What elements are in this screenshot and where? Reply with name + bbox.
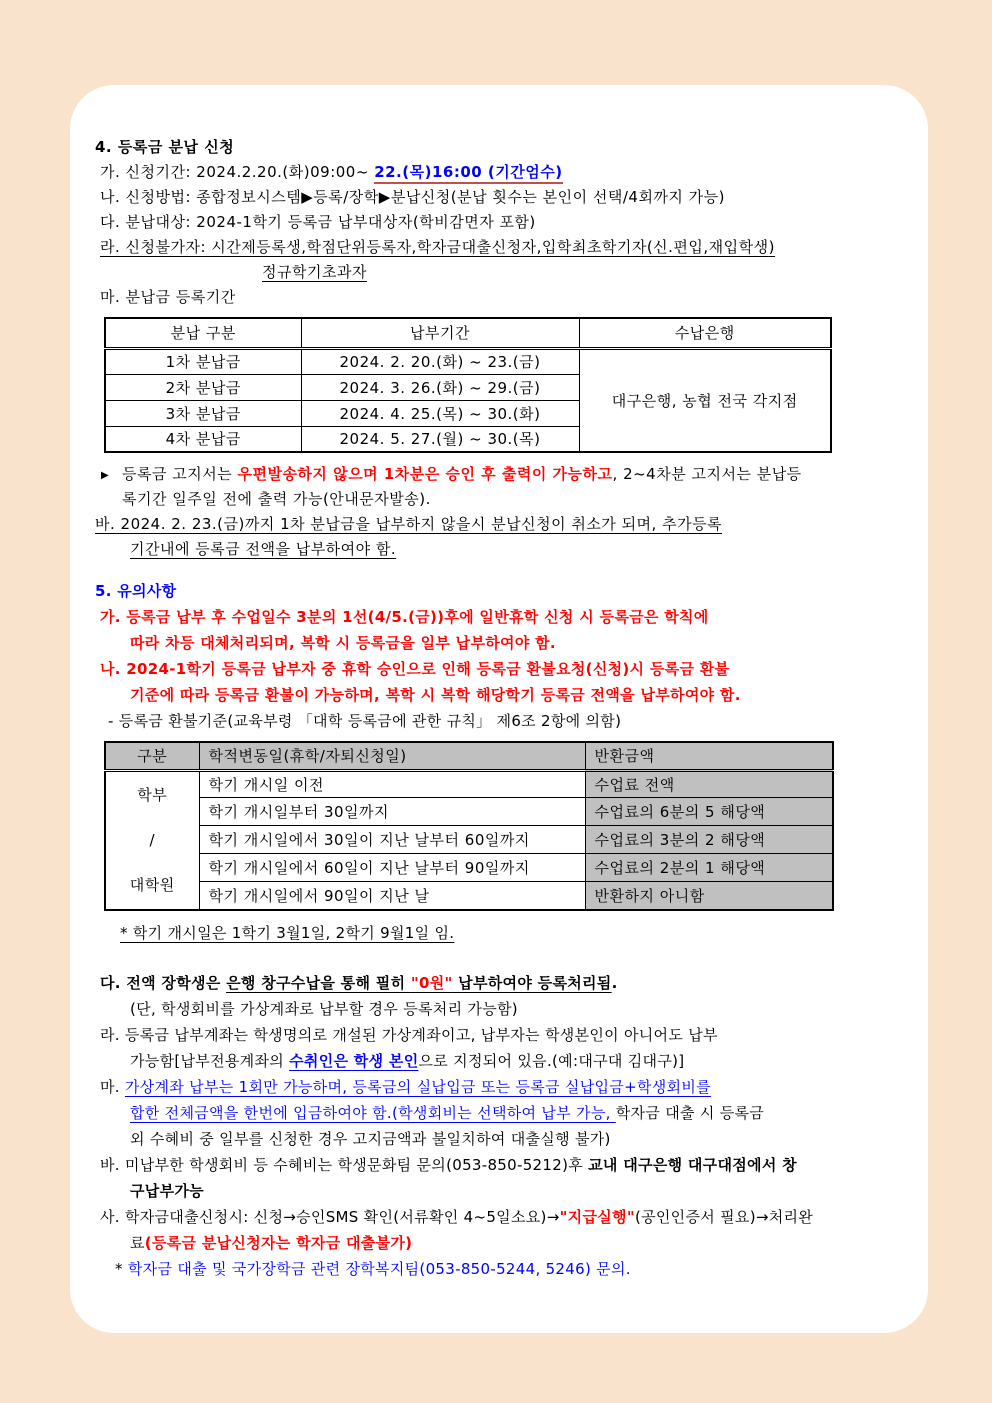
- change-date: 학기 개시일에서 90일이 지난 날: [199, 882, 585, 910]
- payee-highlight: 수취인은 학생 본인: [289, 1051, 419, 1070]
- col-header-installment: 분납 구분: [105, 318, 301, 348]
- loan-execute-highlight: "지급실행": [559, 1207, 635, 1226]
- refund-amount: 수업료의 3분의 2 해당액: [585, 826, 833, 854]
- refund-amount: 반환하지 아니함: [585, 882, 833, 910]
- section5-leave-line1: 가. 등록금 납부 후 수업일수 3분의 1선(4/5.(금))후에 일반휴학 신청 시 등록금은 학칙에: [100, 608, 709, 626]
- section5-leave-line2: 따라 차등 대체처리되며, 복학 시 등록금을 일부 납부하여야 함.: [130, 634, 556, 652]
- section5-virtual-line3: 외 수혜비 중 일부를 신청한 경우 고지금액과 불일치하여 대출실행 불가): [130, 1129, 611, 1148]
- col-header-refund-amount: 반환금액: [585, 742, 833, 770]
- category-group-cell: [105, 770, 199, 910]
- section4-item-apply-period: [95, 160, 895, 185]
- col-header-change-date: 학적변동일(휴학/자퇴신청일): [199, 742, 585, 770]
- bill-note-red: 우편발송하지 않으며 1차분은 승인 후 출력이 가능하고: [237, 465, 613, 483]
- table-row: [105, 798, 833, 826]
- group-grad: 대학원: [129, 875, 175, 894]
- item-ra-pre: 가능함[납부전용계좌의: [130, 1051, 290, 1070]
- bill-note-line2: 록기간 일주일 전에 출력 가능(안내문자발송).: [122, 490, 431, 508]
- virtual-account-blue1: 가상계좌 납부는 1회만 가능하며, 등록금의 실납입금 또는 등록금 실납입금+학생회비를: [124, 1077, 711, 1096]
- section4-title: 4. 등록금 분납 신청: [95, 138, 235, 156]
- section4-item-ineligible: 라. 신청불가자: 시간제등록생,학점단위등록자,학자금대출신청자,입학최초학기자(신.편입,재입학생): [100, 238, 775, 256]
- section4-item-apply-method: 나. 신청방법: 종합정보시스템▶등록/장학▶분납신청(분납 횟수는 본인이 선택/4회까지 가능): [100, 188, 726, 206]
- installment-period: 2024. 3. 26.(화) ~ 29.(금): [301, 374, 579, 400]
- section5-virtual-line2: [95, 1100, 895, 1126]
- notice-content: [95, 135, 895, 1282]
- section5-account-line2: [95, 1048, 895, 1074]
- item-da-ul-pre: 은행 창구수납을 통해 필히: [226, 973, 411, 992]
- installment-no: 3차 분납금: [105, 400, 301, 426]
- installment-no: 2차 분납금: [105, 374, 301, 400]
- refund-amount: 수업료의 2분의 1 해당액: [585, 854, 833, 882]
- bank-counter-bold1: 교내 대구은행 대구대점에서 창: [588, 1155, 797, 1174]
- installment-no: 4차 분납금: [105, 426, 301, 452]
- section5-refund-line2: 기준에 따라 등록금 환불이 가능하며, 복학 시 복학 해당학기 등록금 전액을 납부하여야 함.: [130, 686, 741, 704]
- section5-loan-line2: [95, 1230, 895, 1256]
- change-date: 학기 개시일에서 60일이 지난 날부터 90일까지: [199, 854, 585, 882]
- bill-note-line1: [95, 462, 895, 487]
- item-da-underline: [226, 974, 612, 992]
- contact-note: [95, 1256, 895, 1282]
- change-date: 학기 개시일에서 30일이 지난 날부터 60일까지: [199, 826, 585, 854]
- installment-no: 1차 분납금: [105, 348, 301, 374]
- installment-table: [104, 317, 832, 453]
- section4-item-cancel-line2: 기간내에 등록금 전액을 납부하여야 함.: [130, 540, 397, 558]
- group-slash: /: [149, 830, 156, 849]
- bill-note-pre: 등록금 고지서는: [122, 465, 238, 483]
- apply-period-text: 가. 신청기간: 2024.2.20.(화)09:00~: [100, 163, 375, 181]
- apply-deadline: 22.(목)16:00 (기간엄수): [374, 163, 562, 184]
- change-date: 학기 개시일부터 30일까지: [199, 798, 585, 826]
- section5-refund-line1: 나. 2024-1학기 등록금 납부자 중 휴학 승인으로 인해 등록금 환불요청(신청)시 등록금 환불: [100, 660, 730, 678]
- item-ma-label: 마.: [100, 1077, 125, 1096]
- table-header-row: [105, 742, 833, 770]
- section5-fee-line2: [95, 1178, 895, 1204]
- col-header-category: 구분: [105, 742, 199, 770]
- item-sa-line2-pre: 료: [130, 1233, 145, 1252]
- item-da-ul-post: 납부하여야 등록처리됨: [452, 973, 612, 992]
- table-row: [105, 770, 833, 798]
- item-ma-black2: 학자금 대출 시 등록금: [615, 1103, 765, 1122]
- item-da-label: 다.: [100, 973, 127, 992]
- installment-period: 2024. 4. 25.(목) ~ 30.(화): [301, 400, 579, 426]
- item-da-tail: .: [611, 973, 618, 992]
- section5-virtual-line1: [95, 1074, 895, 1100]
- loan-unavailable-highlight: (등록금 분납신청자는 학자금 대출불가): [144, 1233, 413, 1252]
- section5-scholarship-line2: (단, 학생회비를 가상계좌로 납부할 경우 등록처리 가능함): [130, 999, 518, 1018]
- virtual-account-blue2: 합한 전체금액을 한번에 입금하여야 함.(학생회비는 선택하여 납부 가능,: [130, 1103, 616, 1122]
- table-row: [105, 826, 833, 854]
- contact-blue-text: 학자금 대출 및 국가장학금 관련 장학복지팀(053-850-5244, 5246) 문의.: [127, 1259, 631, 1278]
- zero-won-text: "0원": [410, 973, 453, 992]
- bill-note-post: , 2~4차분 고지서는 분납등: [612, 465, 802, 483]
- table-row: [105, 348, 831, 374]
- col-header-bank: 수납은행: [579, 318, 831, 348]
- contact-star: *: [115, 1259, 128, 1278]
- section4-item-schedule: 마. 분납금 등록기간: [100, 288, 236, 306]
- refund-standard-note: - 등록금 환불기준(교육부령 「대학 등록금에 관한 규칙」 제6조 2항에 의함): [108, 712, 622, 730]
- item-ba-pre: 바. 미납부한 학생회비 등 수혜비는 학생문화팀 문의(053-850-5212)후: [100, 1155, 589, 1174]
- table-row: [105, 882, 833, 910]
- section5-account-line1: 라. 등록금 납부계좌는 학생명의로 개설된 가상계좌이고, 납부자는 학생본인이 아니어도 납부: [100, 1025, 718, 1044]
- bank-counter-bold2: 구납부가능: [130, 1181, 204, 1200]
- item-sa-post: (공인인증서 필요)→처리완: [634, 1207, 814, 1226]
- section4-item-target: 다. 분납대상: 2024-1학기 등록금 납부대상자(학비감면자 포함): [100, 213, 536, 231]
- section5-fee-line1: [95, 1152, 895, 1178]
- section5-title: 5. 유의사항: [95, 582, 177, 600]
- item-sa-pre: 사. 학자금대출신청시: 신청→승인SMS 확인(서류확인 4~5일소요)→: [100, 1207, 560, 1226]
- item-da-pre: 전액 장학생은: [126, 973, 227, 992]
- item-ra-post: 으로 지정되어 있음.(예:대구대 김대구)]: [418, 1051, 685, 1070]
- group-undergrad: 학부: [137, 785, 168, 804]
- bank-cell: 대구은행, 농협 전국 각지점: [579, 348, 831, 452]
- table-header-row: [105, 318, 831, 348]
- section5-scholarship-line1: [95, 970, 895, 996]
- table-row: [105, 854, 833, 882]
- refund-table: [104, 741, 834, 911]
- semester-start-footnote: * 학기 개시일은 1학기 3월1일, 2학기 9월1일 임.: [120, 923, 455, 942]
- notice-page: [70, 85, 928, 1333]
- installment-period: 2024. 5. 27.(월) ~ 30.(목): [301, 426, 579, 452]
- section4-item-ineligible-2: 정규학기초과자: [262, 263, 367, 281]
- triangle-bullet-icon: ▶: [101, 470, 110, 481]
- refund-amount: 수업료 전액: [585, 770, 833, 798]
- change-date: 학기 개시일 이전: [199, 770, 585, 798]
- installment-period: 2024. 2. 20.(화) ~ 23.(금): [301, 348, 579, 374]
- section5-loan-line1: [95, 1204, 895, 1230]
- section4-item-cancel-line1: 바. 2024. 2. 23.(금)까지 1차 분납금을 납부하지 않을시 분납신청이 취소가 되며, 추가등록: [95, 515, 723, 533]
- refund-amount: 수업료의 6분의 5 해당액: [585, 798, 833, 826]
- col-header-period: 납부기간: [301, 318, 579, 348]
